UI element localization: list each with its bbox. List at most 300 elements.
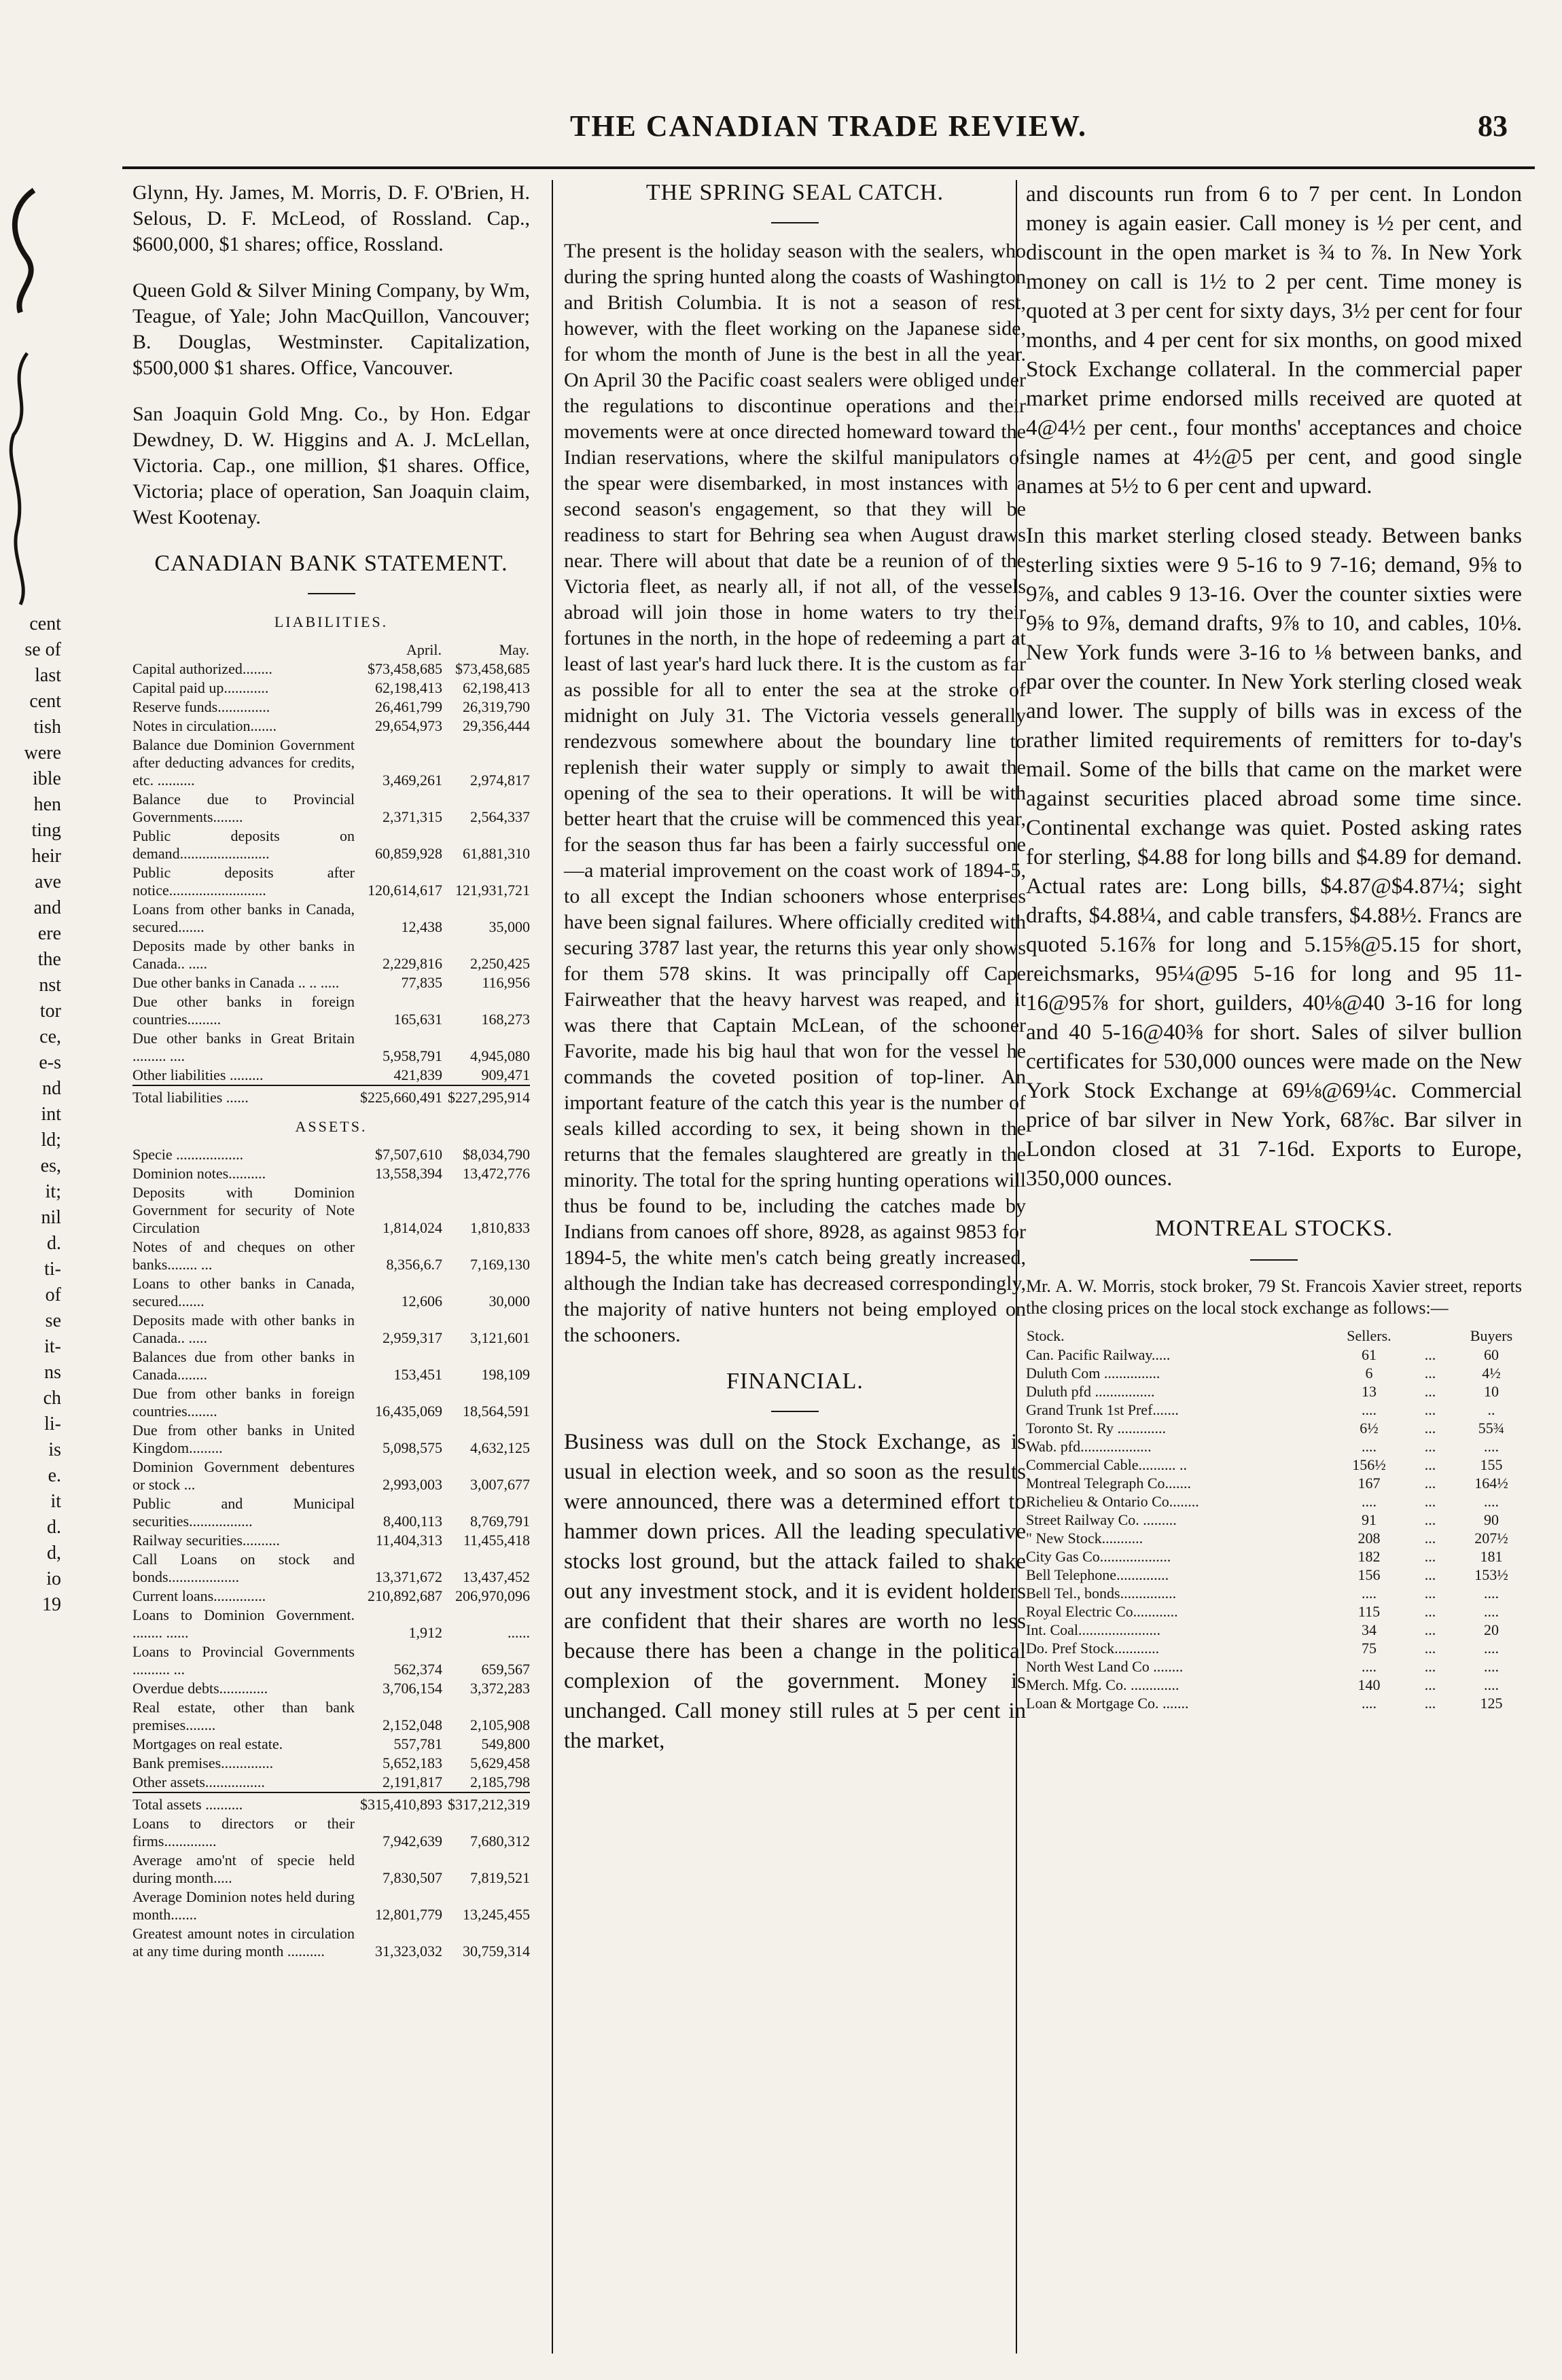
stock-value: ...	[1424, 1511, 1436, 1528]
row-label: Mortgages on real estate.	[132, 1735, 283, 1752]
stock-value: 75	[1362, 1640, 1377, 1657]
margin-fragment: cent	[29, 613, 61, 634]
stock-value: 6½	[1360, 1420, 1379, 1437]
stock-name: North West Land Co ........	[1026, 1658, 1184, 1675]
row-label: Loans to Dominion Government. ........ ......	[132, 1606, 355, 1641]
stock-row	[1026, 1676, 1522, 1694]
bank-statement-heading: CANADIAN BANK STATEMENT.	[154, 551, 508, 576]
row-value: $315,410,893	[355, 1792, 442, 1814]
stock-value: ....	[1484, 1640, 1499, 1657]
table-row	[132, 937, 530, 973]
stock-value: 156½	[1352, 1456, 1386, 1473]
table-row	[132, 1587, 530, 1606]
margin-fragment: nst	[39, 975, 61, 996]
total-row	[132, 1085, 530, 1107]
row-value: 168,273	[481, 1011, 530, 1028]
stock-row	[1026, 1566, 1522, 1584]
row-value: 7,169,130	[470, 1256, 530, 1273]
table-row	[132, 1642, 530, 1679]
margin-fragment: the	[37, 949, 61, 970]
margin-fragment: int	[41, 1104, 61, 1125]
table-row	[132, 698, 530, 717]
journal-title: THE CANADIAN TRADE REVIEW.	[569, 109, 1088, 143]
stock-name: Merch. Mfg. Co. .............	[1026, 1676, 1179, 1693]
stock-value: 6	[1365, 1365, 1373, 1382]
column-2	[564, 180, 1026, 1776]
row-label: Balance due to Provincial Governments........	[132, 791, 355, 825]
table-row	[132, 863, 530, 900]
stock-value: 13	[1362, 1383, 1377, 1400]
row-label: Deposits with Dominion Government for security of Note Circulation	[132, 1184, 355, 1236]
table-header-row	[132, 641, 530, 660]
row-value: 2,371,315	[383, 808, 442, 825]
row-value: 3,469,261	[383, 772, 442, 789]
heading-dash	[308, 593, 355, 594]
total-row	[132, 1792, 530, 1814]
row-value: $227,295,914	[442, 1085, 530, 1107]
row-value: 165,631	[393, 1011, 442, 1028]
stock-row	[1026, 1621, 1522, 1639]
row-label: Call Loans on stock and bonds...................	[132, 1551, 355, 1585]
table-row	[132, 1164, 530, 1183]
stock-value: ...	[1424, 1640, 1436, 1657]
row-label: Balances due from other banks in Canada........	[132, 1348, 355, 1383]
table-row	[132, 1698, 530, 1735]
stock-row	[1026, 1364, 1522, 1382]
table-row	[132, 679, 530, 698]
row-value: 13,558,394	[375, 1165, 442, 1182]
table-row	[132, 1754, 530, 1773]
row-value: 13,371,672	[375, 1568, 442, 1585]
table-row	[132, 736, 530, 790]
stock-value: ...	[1424, 1621, 1436, 1638]
stock-row	[1026, 1382, 1522, 1401]
row-value: 557,781	[393, 1735, 442, 1752]
stock-value: ....	[1362, 1401, 1377, 1418]
stock-value: ....	[1484, 1676, 1499, 1693]
col-may: May.	[499, 641, 529, 658]
row-value: 2,959,317	[383, 1329, 442, 1346]
row-value: 198,109	[481, 1366, 530, 1383]
row-value: 31,323,032	[375, 1943, 442, 1960]
stock-value: 61	[1362, 1346, 1377, 1363]
stock-name: Bell Tel., bonds...............	[1026, 1585, 1177, 1602]
assets-label: ASSETS.	[295, 1118, 368, 1135]
row-value: 210,892,687	[368, 1587, 442, 1604]
stock-value: ....	[1362, 1695, 1377, 1712]
row-value: 5,958,791	[383, 1047, 442, 1064]
row-value: $317,212,319	[442, 1792, 530, 1814]
stock-value: ...	[1424, 1383, 1436, 1400]
row-value: 62,198,413	[463, 679, 530, 696]
table-row	[132, 1311, 530, 1348]
row-label: Other liabilities .........	[132, 1066, 264, 1083]
row-label: Due other banks in Great Britain ......... ....	[132, 1030, 355, 1064]
row-label: Total assets ..........	[132, 1792, 355, 1814]
stock-name: Duluth pfd ................	[1026, 1383, 1155, 1400]
row-value: 12,606	[401, 1293, 442, 1310]
row-value: 2,993,003	[383, 1476, 442, 1493]
stock-row	[1026, 1474, 1522, 1492]
stock-name: Loan & Mortgage Co. .......	[1026, 1695, 1189, 1712]
col-april: April.	[406, 641, 442, 658]
row-value: ......	[508, 1624, 530, 1641]
stock-name: Duluth Com ...............	[1026, 1365, 1160, 1382]
left-margin-fragments	[0, 611, 61, 1618]
row-value: 120,614,617	[368, 882, 442, 899]
margin-stamp-mark	[0, 177, 41, 611]
stock-value: ...	[1424, 1548, 1436, 1565]
table-row	[132, 900, 530, 937]
stock-value: 55¾	[1478, 1420, 1505, 1437]
row-label: Loans to other banks in Canada, secured.......	[132, 1275, 355, 1310]
table-row	[132, 973, 530, 992]
assets-table	[132, 1145, 530, 1961]
stock-value: 155	[1480, 1456, 1503, 1473]
row-value: 26,319,790	[463, 698, 530, 715]
row-value: 8,400,113	[383, 1513, 442, 1530]
row-value: 909,471	[481, 1066, 530, 1083]
stock-value: ....	[1484, 1658, 1499, 1675]
margin-fragment: it-	[44, 1336, 61, 1357]
stock-row	[1026, 1419, 1522, 1437]
row-value: 562,374	[393, 1661, 442, 1678]
row-label: Overdue debts.............	[132, 1680, 268, 1697]
stock-value: ...	[1424, 1676, 1436, 1693]
row-label: Deposits made by other banks in Canada.. .....	[132, 937, 355, 972]
row-label: Average amo'nt of specie held during month.....	[132, 1852, 355, 1886]
stock-name: Toronto St. Ry .............	[1026, 1420, 1166, 1437]
margin-fragment: is	[48, 1439, 61, 1460]
stock-name: Street Railway Co. .........	[1026, 1511, 1177, 1528]
margin-fragment: ld;	[41, 1130, 61, 1151]
table-row	[132, 1384, 530, 1421]
row-value: 153,451	[393, 1366, 442, 1383]
row-value: 13,437,452	[463, 1568, 530, 1585]
table-row	[132, 1924, 530, 1961]
margin-fragment: ere	[37, 923, 61, 944]
stock-value: ...	[1424, 1475, 1436, 1492]
montreal-stocks-heading: MONTREAL STOCKS.	[1154, 1216, 1394, 1241]
margin-fragment: d,	[47, 1543, 61, 1564]
stock-name: Bell Telephone..............	[1026, 1566, 1169, 1583]
row-label: Public deposits on demand........................	[132, 827, 355, 862]
row-value: 3,706,154	[383, 1680, 442, 1697]
table-row	[132, 1735, 530, 1754]
stock-name: Do. Pref Stock............	[1026, 1640, 1160, 1657]
row-value: 4,632,125	[470, 1439, 530, 1456]
row-label: Due other banks in Canada .. .. .....	[132, 974, 340, 991]
table-row	[132, 1814, 530, 1851]
row-label: Average Dominion notes held during month.......	[132, 1888, 355, 1923]
financial-article-cont: and discounts run from 6 to 7 per cent. In London money is again easier. Call money is ½ per cent, and discount in the open market is ¾ to ⅞. In New York money on call is 1½ to 2 per cent. Time money is quoted at 3 per cent for sixty days, 3½ per cent for four months, and 4 per cent for six months, on good mixed Stock Exchange collateral. In the commercial paper market prime endorsed mills received are quoted at 4@4½ per cent., four months' acceptances and choice single names at 4½@5 per cent, and good single names at 5½ to 6 per cent and upward.	[1026, 182, 1522, 499]
table-row	[132, 1458, 530, 1494]
margin-fragment: ting	[31, 820, 61, 841]
liabilities-label: LIABILITIES.	[274, 613, 389, 630]
row-value: 61,881,310	[463, 845, 530, 862]
stock-row	[1026, 1492, 1522, 1511]
row-value: 11,455,418	[463, 1532, 530, 1549]
margin-fragment: were	[24, 742, 61, 763]
stock-value: 140	[1357, 1676, 1381, 1693]
row-value: 26,461,799	[375, 698, 442, 715]
stock-row	[1026, 1694, 1522, 1712]
table-header-row	[1026, 1326, 1522, 1346]
row-label: Current loans..............	[132, 1587, 266, 1604]
row-value: 62,198,413	[375, 679, 442, 696]
margin-fragment: and	[33, 897, 61, 918]
table-row	[132, 1606, 530, 1642]
financial-article-cont: In this market sterling closed steady. Between banks sterling sixties were 9 5-16 to 9 7-16; demand, 9⅝ to 9⅞, and cables 9 13-16. Over the counter sixties were 9⅝ to 9⅞, demand drafts, 9⅞ to 10, and cables, 10⅛. New York funds were 3-16 to ⅛ between banks, and par over the counter. In New York sterling closed weak and lower. The supply of bills was in excess of the rather limited requirements of remitters for to-day's mail. Some of the bills that came on the market were against securities placed abroad some time since. Continental exchange was quiet. Posted asking rates for sterling, $4.88 for long bills and $4.89 for demand. Actual rates are: Long bills, $4.87@$4.87¼; sight drafts, $4.88¼, and cable transfers, $4.88½. Francs are quoted 5.16⅞ for long and 5.15⅝@5.15 for short, reichsmarks, 95¼@95 5-16 for long and 95 11-16@95⅞ for short, guilders, 40⅛@40 3-16 for long and 40 5-16@40⅜ for short. Sales of silver bullion certificates for 530,000 ounces were made on the New York Stock Exchange at 69⅛@69¼c. Commercial price of bar silver in New York, 68⅞c. Bar silver in London closed at 31 7-16d. Exports to Europe, 350,000 ounces.	[1026, 524, 1522, 1191]
row-label: Bank premises..............	[132, 1754, 274, 1771]
row-value: 60,859,928	[375, 845, 442, 862]
margin-fragment: it;	[45, 1181, 61, 1202]
stock-name: Richelieu & Ontario Co........	[1026, 1493, 1199, 1510]
company-notice: Glynn, Hy. James, M. Morris, D. F. O'Brien, H. Selous, D. F. McLeod, of Rossland. Cap., $600,000, $1 shares; office, Rossland.	[132, 181, 530, 255]
stock-name: Wab. pfd...................	[1026, 1438, 1152, 1455]
stock-value: ...	[1424, 1585, 1436, 1602]
stock-value: 167	[1357, 1475, 1381, 1492]
row-value: 5,098,575	[383, 1439, 442, 1456]
margin-fragment: es,	[40, 1155, 61, 1176]
row-value: 7,830,507	[383, 1869, 442, 1886]
row-value: 2,974,817	[470, 772, 530, 789]
table-row	[132, 1494, 530, 1531]
row-value: 2,250,425	[470, 955, 530, 972]
company-notice: San Joaquin Gold Mng. Co., by Hon. Edgar Dewdney, D. W. Higgins and A. J. McLellan, Victoria. Cap., one million, $1 shares. Office, Victoria; place of operation, San Joaquin claim, West Kootenay.	[132, 403, 530, 528]
margin-fragment: ible	[33, 768, 61, 789]
row-value: 206,970,096	[455, 1587, 530, 1604]
row-label: Balance due Dominion Government after deducting advances for credits, etc. ..........	[132, 736, 355, 789]
row-label: Reserve funds..............	[132, 698, 270, 715]
stock-value: 125	[1480, 1695, 1503, 1712]
table-row	[132, 717, 530, 736]
stock-value: ...	[1424, 1365, 1436, 1382]
stock-value: 153½	[1474, 1566, 1508, 1583]
row-value: 12,438	[401, 918, 442, 935]
row-value: 7,819,521	[470, 1869, 530, 1886]
stock-row	[1026, 1401, 1522, 1419]
heading-dash	[1250, 1259, 1298, 1261]
row-value: 29,356,444	[463, 717, 530, 734]
margin-fragment: ns	[44, 1362, 61, 1383]
row-label: Due from other banks in foreign countries........	[132, 1385, 355, 1420]
table-row	[132, 1550, 530, 1587]
margin-fragment: cent	[29, 691, 61, 712]
row-value: 12,801,779	[375, 1906, 442, 1923]
row-value: 2,564,337	[470, 808, 530, 825]
row-value: $225,660,491	[355, 1085, 442, 1107]
table-row	[132, 1145, 530, 1164]
stock-row	[1026, 1456, 1522, 1474]
stock-value: ...	[1424, 1456, 1436, 1473]
stock-value: ...	[1424, 1401, 1436, 1418]
row-value: $73,458,685	[368, 660, 442, 677]
stock-value: ...	[1424, 1695, 1436, 1712]
margin-fragment: 19	[42, 1594, 61, 1615]
row-label: Due other banks in foreign countries.........	[132, 993, 355, 1028]
row-value: $73,458,685	[455, 660, 530, 677]
stock-row	[1026, 1511, 1522, 1529]
table-row	[132, 660, 530, 679]
margin-fragment: ave	[35, 871, 61, 892]
margin-fragment: io	[46, 1568, 61, 1589]
table-row	[132, 1238, 530, 1274]
stock-value: 91	[1362, 1511, 1377, 1528]
margin-fragment: it	[50, 1491, 61, 1512]
stock-value: ...	[1424, 1658, 1436, 1675]
row-label: Dominion notes..........	[132, 1165, 266, 1182]
row-value: 29,654,973	[375, 717, 442, 734]
row-value: 2,185,798	[470, 1773, 530, 1790]
row-label: Due from other banks in United Kingdom.........	[132, 1422, 355, 1456]
stock-row	[1026, 1529, 1522, 1547]
financial-heading: FINANCIAL.	[726, 1369, 864, 1394]
margin-fragment: tish	[33, 717, 61, 738]
stock-name: Can. Pacific Railway.....	[1026, 1346, 1171, 1363]
stocks-table	[1026, 1326, 1522, 1712]
row-value: 13,245,455	[463, 1906, 530, 1923]
liabilities-table	[132, 641, 530, 1107]
row-value: 1,912	[408, 1624, 442, 1641]
row-value: $7,507,610	[375, 1146, 442, 1163]
row-value: 11,404,313	[375, 1532, 442, 1549]
stock-name: Royal Electric Co............	[1026, 1603, 1178, 1620]
table-row	[132, 1679, 530, 1698]
stock-name: " New Stock...........	[1026, 1530, 1143, 1547]
stock-name: City Gas Co...................	[1026, 1548, 1171, 1565]
row-value: 116,956	[482, 974, 530, 991]
page-header	[122, 109, 1535, 163]
row-value: 8,769,791	[470, 1513, 530, 1530]
stock-value: 156	[1357, 1566, 1381, 1583]
heading-dash	[771, 1411, 819, 1412]
header-rule	[122, 166, 1535, 169]
stock-value: 60	[1484, 1346, 1499, 1363]
margin-fragment: d.	[47, 1517, 61, 1538]
stock-row	[1026, 1547, 1522, 1566]
row-value: 4,945,080	[470, 1047, 530, 1064]
row-label: Loans from other banks in Canada, secured.......	[132, 901, 355, 935]
row-label: Capital authorized........	[132, 660, 272, 677]
stock-value: ...	[1424, 1493, 1436, 1510]
row-label: Public deposits after notice..........................	[132, 864, 355, 899]
stocks-intro: Mr. A. W. Morris, stock broker, 79 St. Francois Xavier street, reports the closing prices on the local stock exchange as follows:—	[1026, 1276, 1522, 1318]
stock-value: ...	[1424, 1603, 1436, 1620]
stock-value: 90	[1484, 1511, 1499, 1528]
row-value: 2,191,817	[383, 1773, 442, 1790]
row-label: Greatest amount notes in circulation at any time during month ..........	[132, 1925, 355, 1960]
stock-value: ...	[1424, 1346, 1436, 1363]
row-label: Dominion Government debentures or stock ...	[132, 1458, 355, 1493]
row-value: 77,835	[401, 974, 442, 991]
stock-value: 115	[1357, 1603, 1381, 1620]
row-value: 3,121,601	[470, 1329, 530, 1346]
stock-value: 20	[1484, 1621, 1499, 1638]
col-buyers: Buyers	[1470, 1327, 1513, 1344]
seal-catch-heading: THE SPRING SEAL CATCH.	[645, 180, 944, 205]
margin-fragment: ch	[43, 1388, 61, 1409]
page-number: 83	[1478, 109, 1508, 143]
table-row	[132, 1773, 530, 1792]
stock-value: 181	[1480, 1548, 1503, 1565]
row-value: 7,942,639	[383, 1833, 442, 1850]
stock-value: 164½	[1474, 1475, 1508, 1492]
stock-value: 182	[1357, 1548, 1381, 1565]
stock-value: ....	[1484, 1585, 1499, 1602]
margin-fragment: tor	[39, 1000, 61, 1022]
row-label: Deposits made with other banks in Canada.. .....	[132, 1312, 355, 1346]
stock-value: ....	[1484, 1603, 1499, 1620]
table-row	[132, 1029, 530, 1066]
stock-value: ....	[1484, 1493, 1499, 1510]
margin-fragment: heir	[31, 846, 61, 867]
stock-row	[1026, 1346, 1522, 1364]
row-value: 3,372,283	[470, 1680, 530, 1697]
stock-value: ....	[1362, 1658, 1377, 1675]
row-label: Notes of and cheques on other banks........ ...	[132, 1238, 355, 1273]
row-value: 16,435,069	[375, 1403, 442, 1420]
stock-name: Grand Trunk 1st Pref.......	[1026, 1401, 1179, 1418]
row-label: Loans to Provincial Governments .......... ...	[132, 1643, 355, 1678]
row-value: 1,810,833	[470, 1219, 530, 1236]
stock-value: ....	[1484, 1438, 1499, 1455]
table-row	[132, 1888, 530, 1924]
stock-row	[1026, 1639, 1522, 1657]
table-row	[132, 1066, 530, 1085]
stock-value: ...	[1424, 1566, 1436, 1583]
row-label: Notes in circulation.......	[132, 717, 277, 734]
table-row	[132, 1274, 530, 1311]
table-row	[132, 992, 530, 1029]
stock-value: 207½	[1474, 1530, 1508, 1547]
margin-fragment: of	[45, 1284, 61, 1305]
table-row	[132, 827, 530, 863]
margin-fragment: e-s	[39, 1052, 61, 1073]
col-stock: Stock.	[1027, 1327, 1065, 1344]
row-value: 30,000	[489, 1293, 530, 1310]
table-row	[132, 1348, 530, 1384]
column-rule	[552, 180, 553, 2354]
row-label: Other assets................	[132, 1773, 265, 1790]
financial-article: Business was dull on the Stock Exchange, as is usual in election week, and so soon as the results were announced, there was a determined effort to hammer down prices. All the leading speculative stocks lost ground, but the attack failed to shake out any investment stock, and it is evident holders are confident that their shares are worth no less because there has been a change in the political complexion of the government. Money is unchanged. Call money still rules at 5 per cent in the market,	[564, 1430, 1026, 1753]
row-value: 659,567	[481, 1661, 530, 1678]
heading-dash	[771, 222, 819, 223]
row-value: 2,105,908	[470, 1716, 530, 1733]
row-label: Total liabilities ......	[132, 1085, 355, 1107]
row-value: $8,034,790	[463, 1146, 530, 1163]
row-value: 421,839	[393, 1066, 442, 1083]
stock-value: 4½	[1482, 1365, 1501, 1382]
stock-row	[1026, 1584, 1522, 1602]
table-row	[132, 1183, 530, 1238]
row-value: 2,152,048	[383, 1716, 442, 1733]
row-label: Railway securities..........	[132, 1532, 280, 1549]
row-value: 5,629,458	[470, 1754, 530, 1771]
margin-fragment: nil	[41, 1207, 61, 1228]
stock-value: 208	[1357, 1530, 1381, 1547]
stock-value: ....	[1362, 1438, 1377, 1455]
margin-fragment: se	[45, 1310, 61, 1331]
stock-name: Int. Coal......................	[1026, 1621, 1160, 1638]
stock-value: 34	[1362, 1621, 1377, 1638]
company-notice: Queen Gold & Silver Mining Company, by Wm, Teague, of Yale; John MacQuillon, Vancouver; B. Douglas, Westminster. Capitalization, $500,000 $1 shares. Office, Vancouver.	[132, 279, 530, 379]
row-label: Specie ..................	[132, 1146, 244, 1163]
stock-row	[1026, 1437, 1522, 1456]
stock-value: ...	[1424, 1530, 1436, 1547]
margin-fragment: ti-	[44, 1259, 61, 1280]
table-row	[132, 1531, 530, 1550]
